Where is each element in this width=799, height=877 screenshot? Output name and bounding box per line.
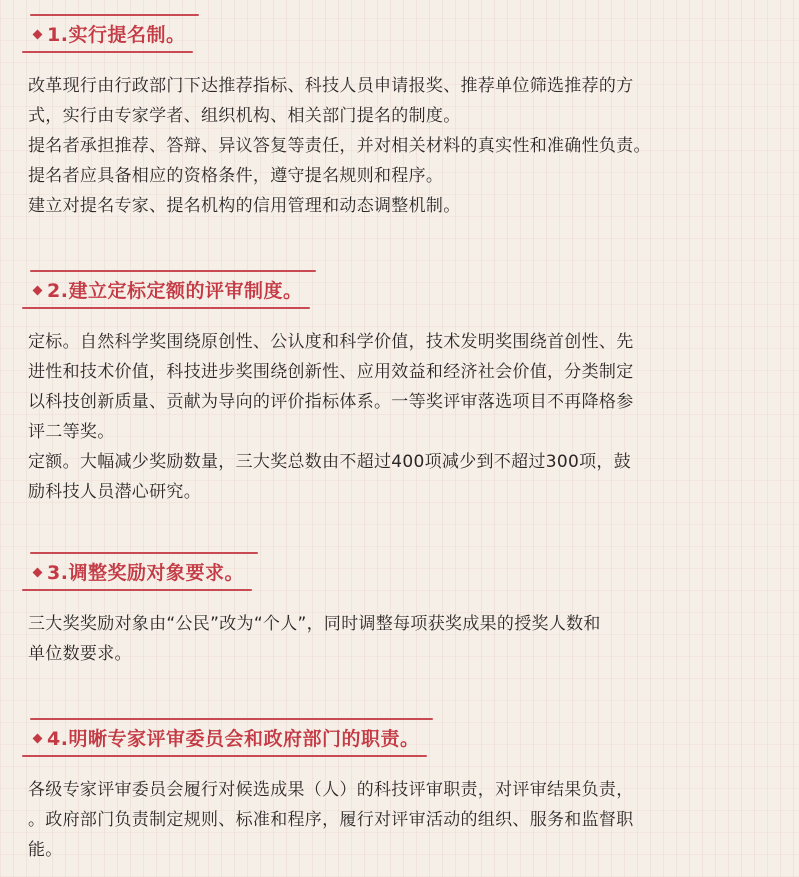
paragraph-line: 单位数要求。	[28, 644, 132, 664]
paragraph-line: 各级专家评审委员会履行对候选成果（人）的科技评审职责，对评审结果负责，	[28, 780, 634, 800]
section-1	[0, 14, 799, 221]
paragraph-line: 式，实行由专家学者、组织机构、相关部门提名的制度。	[28, 106, 461, 126]
paragraph-line: 提名者应具备相应的资格条件，遵守提名规则和程序。	[28, 166, 444, 186]
paragraph-line: 改革现行由行政部门下达推荐指标、科技人员申请报奖、推荐单位筛选推荐的方	[28, 76, 634, 96]
paragraph-line: 定标。自然科学奖围绕原创性、公认度和科学价值，技术发明奖围绕首创性、先	[28, 332, 634, 352]
section-title: 2.建立定标定额的评审制度。	[47, 280, 303, 302]
paragraph-line: 以科技创新质量、贡献为导向的评价指标体系。一等奖评审落选项目不再降格参	[28, 392, 634, 412]
paragraph-line: 定额。大幅减少奖励数量，三大奖总数由不超过400项减少到不超过300项，鼓	[28, 452, 631, 472]
diamond-bullet-icon	[33, 30, 43, 40]
paragraph-line: 评二等奖。	[28, 422, 115, 442]
paragraph-line: 能。	[28, 840, 63, 860]
section-heading	[22, 718, 433, 757]
section-3	[0, 552, 799, 669]
section-heading	[22, 270, 316, 309]
paragraph-line: 三大奖奖励对象由“公民”改为“个人”，同时调整每项获奖成果的授奖人数和	[28, 614, 601, 634]
section-title: 4.明晰专家评审委员会和政府部门的职责。	[47, 728, 420, 750]
section-4	[0, 718, 799, 865]
section-2	[0, 270, 799, 507]
section-title: 1.实行提名制。	[47, 24, 186, 46]
section-title: 3.调整奖励对象要求。	[47, 562, 244, 584]
paragraph-line: 进性和技术价值，科技进步奖围绕创新性、应用效益和经济社会价值，分类制定	[28, 362, 634, 382]
paragraph-line: 。政府部门负责制定规则、标准和程序，履行对评审活动的组织、服务和监督职	[28, 810, 634, 830]
paragraph-line: 励科技人员潜心研究。	[28, 482, 201, 502]
section-heading	[22, 552, 258, 591]
paragraph-line: 建立对提名专家、提名机构的信用管理和动态调整机制。	[28, 196, 461, 216]
diamond-bullet-icon	[33, 568, 43, 578]
section-heading	[22, 14, 199, 53]
diamond-bullet-icon	[33, 286, 43, 296]
paragraph-line: 提名者承担推荐、答辩、异议答复等责任，并对相关材料的真实性和准确性负责。	[28, 136, 651, 156]
diamond-bullet-icon	[33, 734, 43, 744]
